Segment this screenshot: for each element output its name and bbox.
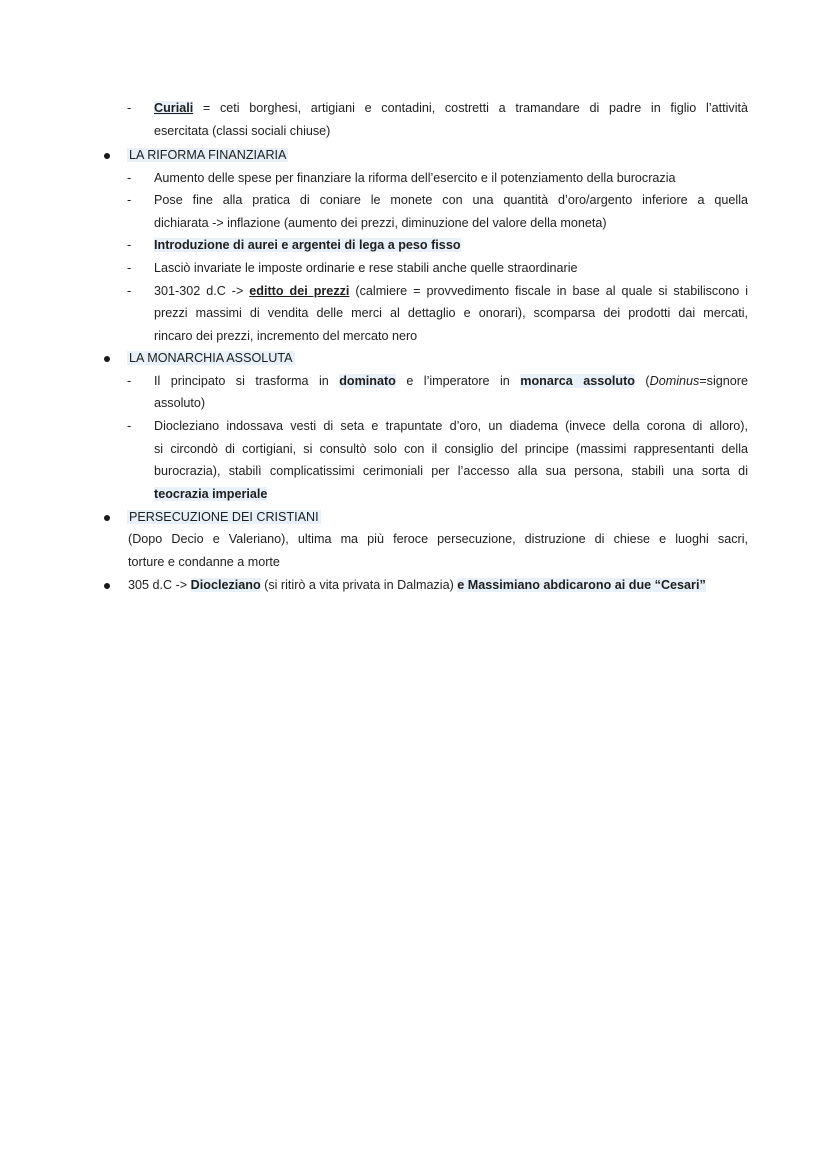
dash-marker: -: [127, 171, 132, 185]
editto-text: (calmiere = provvedimento fiscale in base al quale si stabiliscono i: [349, 284, 748, 298]
bullet-icon: [104, 153, 110, 159]
section-heading-monarchia: [127, 349, 295, 367]
dash-marker: -: [127, 419, 132, 433]
editto-term: editto dei prezzi: [249, 284, 350, 298]
bullet-icon: [104, 515, 110, 521]
monarchia-item-2-line-1: Diocleziano indossava vesti di seta e trapuntate d’oro, un diadema (invece della corona di alloro),: [154, 419, 748, 433]
text-span: =signore: [699, 374, 748, 388]
curiali-line-2: esercitata (classi sociali chiuse): [154, 124, 331, 138]
text-span: (: [634, 374, 650, 388]
riforma-item-5-line-2: prezzi massimi di vendita delle merci al dettaglio e onorari), scomparsa dei prodotti dai mercati,: [154, 306, 748, 320]
monarchia-item-1-line-1: [154, 372, 748, 390]
riforma-item-3: [154, 236, 461, 254]
heading-text: LA MONARCHIA ASSOLUTA: [129, 351, 293, 365]
massimiano-term: e Massimiano abdicarono ai due “Cesari”: [457, 578, 706, 592]
monarchia-item-1-line-2: assoluto): [154, 396, 206, 410]
dash-marker: -: [127, 284, 132, 298]
diocleziano-term: Diocleziano: [190, 578, 261, 592]
persecuzione-line-1: (Dopo Decio e Valeriano), ultima ma più feroce persecuzione, distruzione di chiese e luoghi sacri,: [128, 532, 748, 546]
text-span: Il principato si trasforma in: [154, 374, 340, 388]
heading-text: LA RIFORMA FINANZIARIA: [129, 148, 287, 162]
heading-text: PERSECUZIONE DEI CRISTIANI: [129, 510, 319, 524]
riforma-item-3-text: Introduzione di aurei e argentei di lega a peso fisso: [154, 238, 461, 252]
riforma-item-2-line-2: dichiarata -> inflazione (aumento dei prezzi, diminuzione del valore della moneta): [154, 216, 607, 230]
monarca-term: monarca assoluto: [520, 374, 635, 388]
teocrazia-term: teocrazia imperiale: [154, 487, 268, 501]
monarchia-item-2-line-2: si circondò di cortigiani, si consultò solo con il consiglio del principe (massimi rappresentanti della: [154, 442, 748, 456]
dash-marker: -: [127, 238, 132, 252]
abdicazione-line: [128, 576, 706, 594]
persecuzione-line-2: torture e condanne a morte: [128, 555, 280, 569]
monarchia-item-2-line-4: [154, 485, 267, 503]
curiali-text: = ceti borghesi, artigiani e contadini, costretti a tramandare di padre in figlio l’attività: [193, 101, 748, 115]
riforma-item-1: Aumento delle spese per finanziare la riforma dell’esercito e il potenziamento della burocrazia: [154, 171, 676, 185]
curiali-line-1: [154, 99, 748, 117]
section-heading-persecuzione: [127, 508, 321, 526]
bullet-icon: [104, 583, 110, 589]
bullet-icon: [104, 356, 110, 362]
curiali-term: Curiali: [154, 101, 194, 115]
dominato-term: dominato: [339, 374, 396, 388]
riforma-item-2-line-1: Pose fine alla pratica di coniare le monete con una quantità d’oro/argento inferiore a quella: [154, 193, 748, 207]
riforma-item-4: Lasciò invariate le imposte ordinarie e rese stabili anche quelle straordinarie: [154, 261, 578, 275]
dash-marker: -: [127, 261, 132, 275]
dash-marker: -: [127, 101, 132, 115]
riforma-item-5-line-1: [154, 282, 748, 300]
dominus-term: Dominus: [649, 374, 700, 388]
section-heading-riforma: [127, 146, 288, 164]
riforma-item-5-line-3: rincaro dei prezzi, incremento del mercato nero: [154, 329, 418, 343]
text-span: (si ritirò a vita privata in Dalmazia): [260, 578, 458, 592]
editto-date: 301-302 d.C ->: [154, 284, 250, 298]
dash-marker: -: [127, 193, 132, 207]
text-span: e l’imperatore in: [395, 374, 521, 388]
dash-marker: -: [127, 374, 132, 388]
monarchia-item-2-line-3: burocrazia), stabilì complicatissimi cerimoniali per l’accesso alla sua persona, stabilì una sorta di: [154, 464, 748, 478]
text-span: 305 d.C ->: [128, 578, 191, 592]
